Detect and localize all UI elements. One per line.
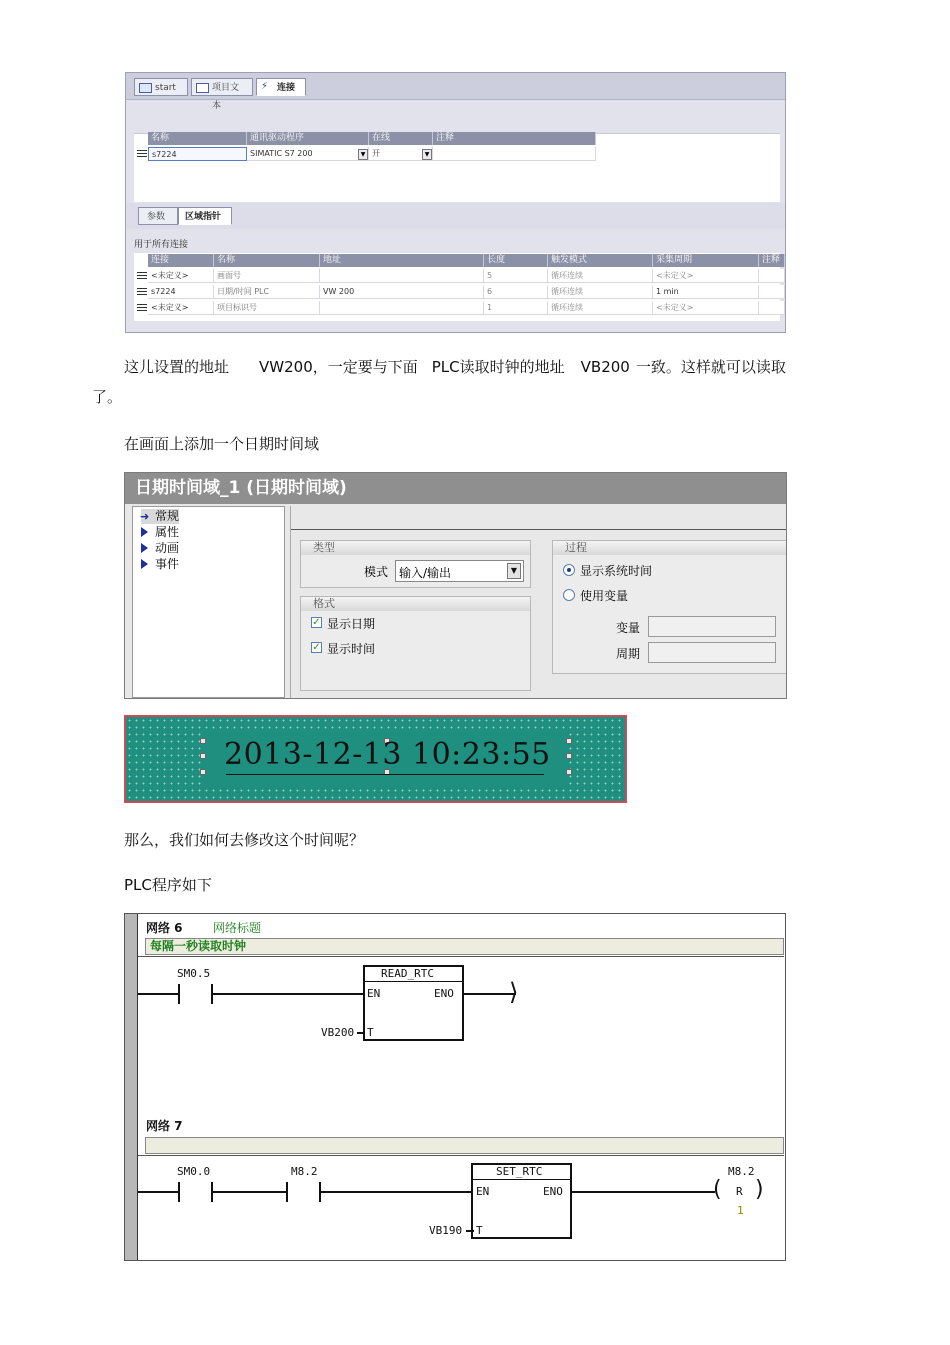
connection-icon: ⚡: [261, 81, 269, 92]
format-group: 格式: [300, 596, 531, 691]
t-operand: VB190: [429, 1224, 463, 1237]
rung-wire: [138, 1191, 179, 1193]
pin-wire: [357, 1032, 365, 1034]
table-cell[interactable]: VW 200: [320, 285, 484, 299]
t-pin: T: [367, 1026, 374, 1039]
table-cell[interactable]: [320, 301, 484, 315]
table-cell[interactable]: [759, 285, 785, 299]
table-cell[interactable]: 1 min: [653, 285, 759, 299]
tree-item-properties[interactable]: 属性: [141, 525, 179, 540]
table-cell[interactable]: 循环连续: [548, 269, 653, 283]
table-cell[interactable]: 项目标识号: [214, 301, 320, 315]
power-rail: [125, 914, 138, 1260]
cycle-label: 周期: [616, 647, 641, 661]
tab-area-pointers[interactable]: 区域指针: [178, 207, 232, 225]
property-tree: [132, 506, 285, 698]
cycle-field[interactable]: [648, 642, 776, 663]
contact-symbol[interactable]: [178, 1182, 180, 1202]
coil-count: 1: [737, 1204, 744, 1217]
coil-right-paren-icon[interactable]: ): [755, 1177, 764, 1202]
col-comment-header: 注释: [759, 254, 785, 267]
coil-address: M8.2: [728, 1165, 755, 1178]
row-handle-icon[interactable]: [137, 150, 147, 159]
chevron-down-icon[interactable]: ▼: [358, 149, 368, 160]
t-operand: VB200: [321, 1026, 355, 1039]
variable-label: 变量: [616, 621, 641, 635]
table-cell[interactable]: 6: [484, 285, 548, 299]
tab-start[interactable]: start: [134, 78, 188, 96]
rung-wire: [319, 1191, 473, 1193]
rung-wire: [572, 1191, 715, 1193]
clock-value: 2013-12-13 10:23:55: [224, 737, 551, 772]
col-online-header: 在线: [369, 132, 433, 145]
table-cell[interactable]: 1: [484, 301, 548, 315]
datetime-field-properties-screenshot: [124, 472, 787, 699]
contact-address: SM0.0: [177, 1165, 211, 1178]
rung-wire: [211, 993, 363, 995]
row-handle-icon[interactable]: [137, 288, 147, 297]
conn-name-cell[interactable]: s7224: [148, 147, 247, 161]
mode-label: 模式: [364, 565, 389, 579]
table-cell[interactable]: <未定义>: [653, 269, 759, 283]
ladder-program-screenshot: [124, 913, 786, 1261]
network-6-label: 网络 6: [146, 921, 183, 935]
table-cell[interactable]: <未定义>: [148, 301, 214, 315]
body-paragraph: 在画面上添加一个日期时间域: [124, 435, 320, 453]
use-variable-radio[interactable]: [563, 589, 575, 601]
network-7-label: 网络 7: [146, 1119, 183, 1133]
mode-select[interactable]: 输入/输出 ▼: [395, 560, 524, 582]
chevron-down-icon[interactable]: ▼: [507, 563, 521, 579]
rung-end-arrow-icon: ⟩: [509, 978, 519, 1006]
body-paragraph-continued: 了。: [92, 388, 123, 406]
use-variable-label: 使用变量: [580, 589, 629, 603]
pin-wire: [466, 1230, 474, 1232]
block-name: READ_RTC: [381, 967, 434, 980]
divider: [290, 529, 787, 530]
connections-editor-screenshot: [125, 72, 786, 333]
table-cell[interactable]: 日期/时间 PLC: [214, 285, 320, 299]
tab-connections[interactable]: ⚡ 连接: [256, 78, 306, 96]
table-cell[interactable]: [759, 269, 785, 283]
process-group: 过程: [552, 540, 787, 674]
table-cell[interactable]: 5: [484, 269, 548, 283]
body-paragraph: 这儿设置的地址 VW200，一定要与下面 PLC读取时钟的地址 VB200 一致。这样就可以读取: [124, 358, 786, 376]
tab-parameters[interactable]: 参数: [138, 207, 178, 225]
body-paragraph: PLC程序如下: [124, 876, 212, 894]
expand-triangle-icon: [141, 527, 148, 537]
show-time-label: 显示时间: [327, 642, 376, 656]
network-6-title[interactable]: 网络标题: [213, 921, 262, 935]
divider: [138, 1155, 784, 1156]
conn-online-cell[interactable]: 开: [369, 147, 433, 161]
col-address-header: 地址: [320, 254, 484, 267]
t-pin: T: [476, 1224, 483, 1237]
resize-handle[interactable]: [566, 738, 572, 744]
col-connection-header: 连接: [148, 254, 214, 267]
eno-pin: ENO: [543, 1185, 563, 1198]
contact-address: M8.2: [291, 1165, 318, 1178]
table-cell[interactable]: <未定义>: [148, 269, 214, 283]
divider: [365, 981, 462, 982]
table-cell[interactable]: [759, 301, 785, 315]
table-cell[interactable]: s7224: [148, 285, 214, 299]
arrow-right-icon: ➜: [140, 510, 150, 523]
resize-handle[interactable]: [200, 738, 206, 744]
eno-pin: ENO: [434, 987, 454, 1000]
resize-handle[interactable]: [200, 753, 206, 759]
divider: [473, 1179, 570, 1180]
conn-comment-cell[interactable]: [433, 147, 596, 161]
dialog-title: 日期时间域_1 (日期时间域): [125, 473, 786, 504]
col-cycle-header: 采集周期: [653, 254, 759, 267]
variable-field[interactable]: [648, 616, 776, 637]
table-cell[interactable]: 循环连续: [548, 301, 653, 315]
tree-item-animation[interactable]: 动画: [141, 541, 179, 556]
divider: [138, 956, 784, 957]
screen-icon: [139, 83, 152, 93]
section-label: 用于所有连接: [134, 240, 189, 250]
table-cell[interactable]: 画面号: [214, 269, 320, 283]
chevron-down-icon[interactable]: ▼: [422, 149, 432, 160]
block-name: SET_RTC: [496, 1165, 543, 1178]
col-name-header: 名称: [148, 132, 247, 145]
datetime-display-screenshot: [124, 715, 627, 803]
table-cell[interactable]: 循环连续: [548, 285, 653, 299]
show-date-checkbox[interactable]: ✓: [312, 617, 321, 628]
network-6-comment[interactable]: 每隔一秒读取时钟: [145, 938, 784, 955]
conn-driver-cell[interactable]: SIMATIC S7 200: [247, 147, 369, 161]
expand-triangle-icon: [141, 559, 148, 569]
contact-symbol[interactable]: [286, 1182, 288, 1202]
row-handle-icon[interactable]: [137, 304, 147, 313]
divider: [226, 774, 544, 775]
tab-project-text[interactable]: 项目文本: [191, 78, 253, 96]
expand-triangle-icon: [141, 543, 148, 553]
col-comment-header: 注释: [433, 132, 596, 145]
table-cell[interactable]: <未定义>: [653, 301, 759, 315]
show-date-label: 显示日期: [327, 617, 376, 631]
row-handle-icon[interactable]: [137, 272, 147, 281]
type-group: 类型: [300, 540, 531, 588]
coil-type: R: [736, 1185, 743, 1198]
en-pin: EN: [367, 987, 381, 1000]
en-pin: EN: [476, 1185, 490, 1198]
resize-handle[interactable]: [566, 753, 572, 759]
resize-handle[interactable]: [566, 769, 572, 775]
body-paragraph: 那么，我们如何去修改这个时间呢？: [124, 831, 365, 849]
col-trigger-header: 触发模式: [548, 254, 653, 267]
network-7-comment[interactable]: [145, 1137, 784, 1154]
col-length-header: 长度: [484, 254, 548, 267]
tree-item-events[interactable]: 事件: [141, 557, 179, 572]
resize-handle[interactable]: [200, 769, 206, 775]
coil-left-paren-icon[interactable]: (: [713, 1177, 722, 1202]
text-list-icon: [196, 83, 209, 93]
show-system-time-radio[interactable]: [563, 564, 575, 576]
rung-wire: [138, 993, 179, 995]
table-cell[interactable]: [320, 269, 484, 283]
rung-wire: [211, 1191, 287, 1193]
tree-item-general[interactable]: ➜ 常规: [140, 509, 180, 523]
show-system-time-label: 显示系统时间: [580, 564, 653, 578]
divider: [290, 506, 291, 699]
col-driver-header: 通讯驱动程序: [247, 132, 369, 145]
contact-address: SM0.5: [177, 967, 211, 980]
contact-symbol[interactable]: [178, 984, 180, 1004]
show-time-checkbox[interactable]: ✓: [312, 642, 321, 653]
col-name-header: 名称: [214, 254, 320, 267]
